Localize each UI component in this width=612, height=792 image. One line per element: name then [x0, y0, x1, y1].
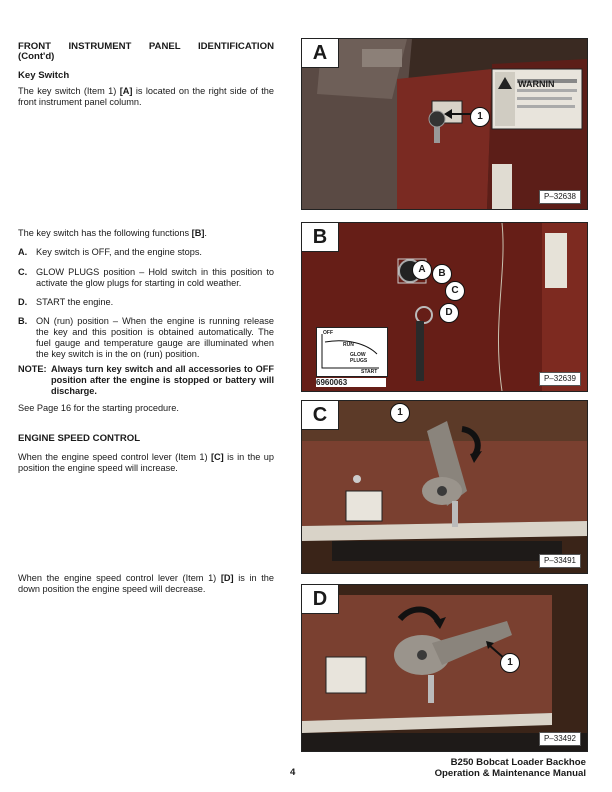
- inset-plugs: PLUGS: [350, 358, 368, 364]
- callout-1: 1: [390, 403, 410, 423]
- engine-speed-up-paragraph: When the engine speed control lever (Item 1) [C] is in the up position the engine speed will increase.: [18, 452, 274, 473]
- list-item-start: D. START the engine.: [18, 297, 114, 307]
- figure-c-label: C: [302, 401, 339, 430]
- figure-a-code: P–32638: [539, 190, 581, 204]
- callout-1: 1: [500, 653, 520, 673]
- functions-intro: The key switch has the following functions [B].: [18, 228, 207, 238]
- inset-part-number: 6960063: [316, 378, 386, 387]
- inset-run: RUN: [343, 342, 354, 348]
- key-switch-inset-decal: [316, 327, 388, 377]
- section-title: FRONT INSTRUMENT PANEL IDENTIFICATION: [18, 41, 274, 52]
- figure-b-label: B: [302, 223, 339, 252]
- engine-speed-heading: ENGINE SPEED CONTROL: [18, 433, 141, 444]
- figure-d-label: D: [302, 585, 339, 614]
- footer-manual-title: [435, 758, 586, 779]
- callout-b: B: [432, 264, 452, 284]
- inset-glow: GLOW: [350, 352, 366, 358]
- figure-d-code: P–33492: [539, 732, 581, 746]
- callout-c: C: [445, 281, 465, 301]
- list-item-glow-plugs: C. GLOW PLUGS position – Hold switch in this position to activate the glow plugs for starting in cold weather.: [18, 267, 274, 288]
- figure-a-scene: [302, 39, 587, 209]
- see-page-text: See Page 16 for the starting procedure.: [18, 403, 179, 413]
- figure-b-photo: [301, 222, 588, 392]
- footer-line-1: B250 Bobcat Loader Backhoe: [450, 757, 586, 768]
- footer-line-2: Operation & Maintenance Manual: [434, 767, 586, 779]
- warning-decal-text: WARNIN: [518, 79, 555, 89]
- figure-a-label: A: [302, 39, 339, 68]
- figure-d-scene: [302, 585, 587, 751]
- figure-c-photo: [301, 400, 588, 574]
- note: NOTE: Always turn key switch and all accessories to OFF position after the engine is stopped or battery will discharge.: [18, 364, 274, 396]
- inset-start: START: [361, 369, 378, 375]
- figure-c-code: P–33491: [539, 554, 581, 568]
- page-number: 4: [290, 767, 296, 778]
- callout-a: A: [412, 260, 432, 280]
- key-switch-paragraph: The key switch (Item 1) [A] is located on the right side of the front instrument panel column.: [18, 86, 274, 107]
- key-switch-heading: Key Switch: [18, 70, 70, 81]
- figure-c-scene: [302, 401, 587, 573]
- figure-b-code: P–32639: [539, 372, 581, 386]
- callout-1: 1: [470, 107, 490, 127]
- engine-speed-down-paragraph: When the engine speed control lever (Item 1) [D] is in the down position the engine speed will decrease.: [18, 573, 275, 594]
- list-item-on-run: B. ON (run) position – When the engine is running release the key and this position is obtained automatically. The fuel gauge and temperature gauge are illuminated when the key switch is in the on (run) position.: [18, 316, 274, 359]
- list-item-off: A. Key switch is OFF, and the engine stops.: [18, 247, 202, 257]
- figure-d-photo: [301, 584, 588, 752]
- inset-off: OFF: [323, 330, 333, 336]
- figure-a-photo: [301, 38, 588, 210]
- callout-d: D: [439, 303, 459, 323]
- section-title-cont: (Cont'd): [18, 51, 55, 62]
